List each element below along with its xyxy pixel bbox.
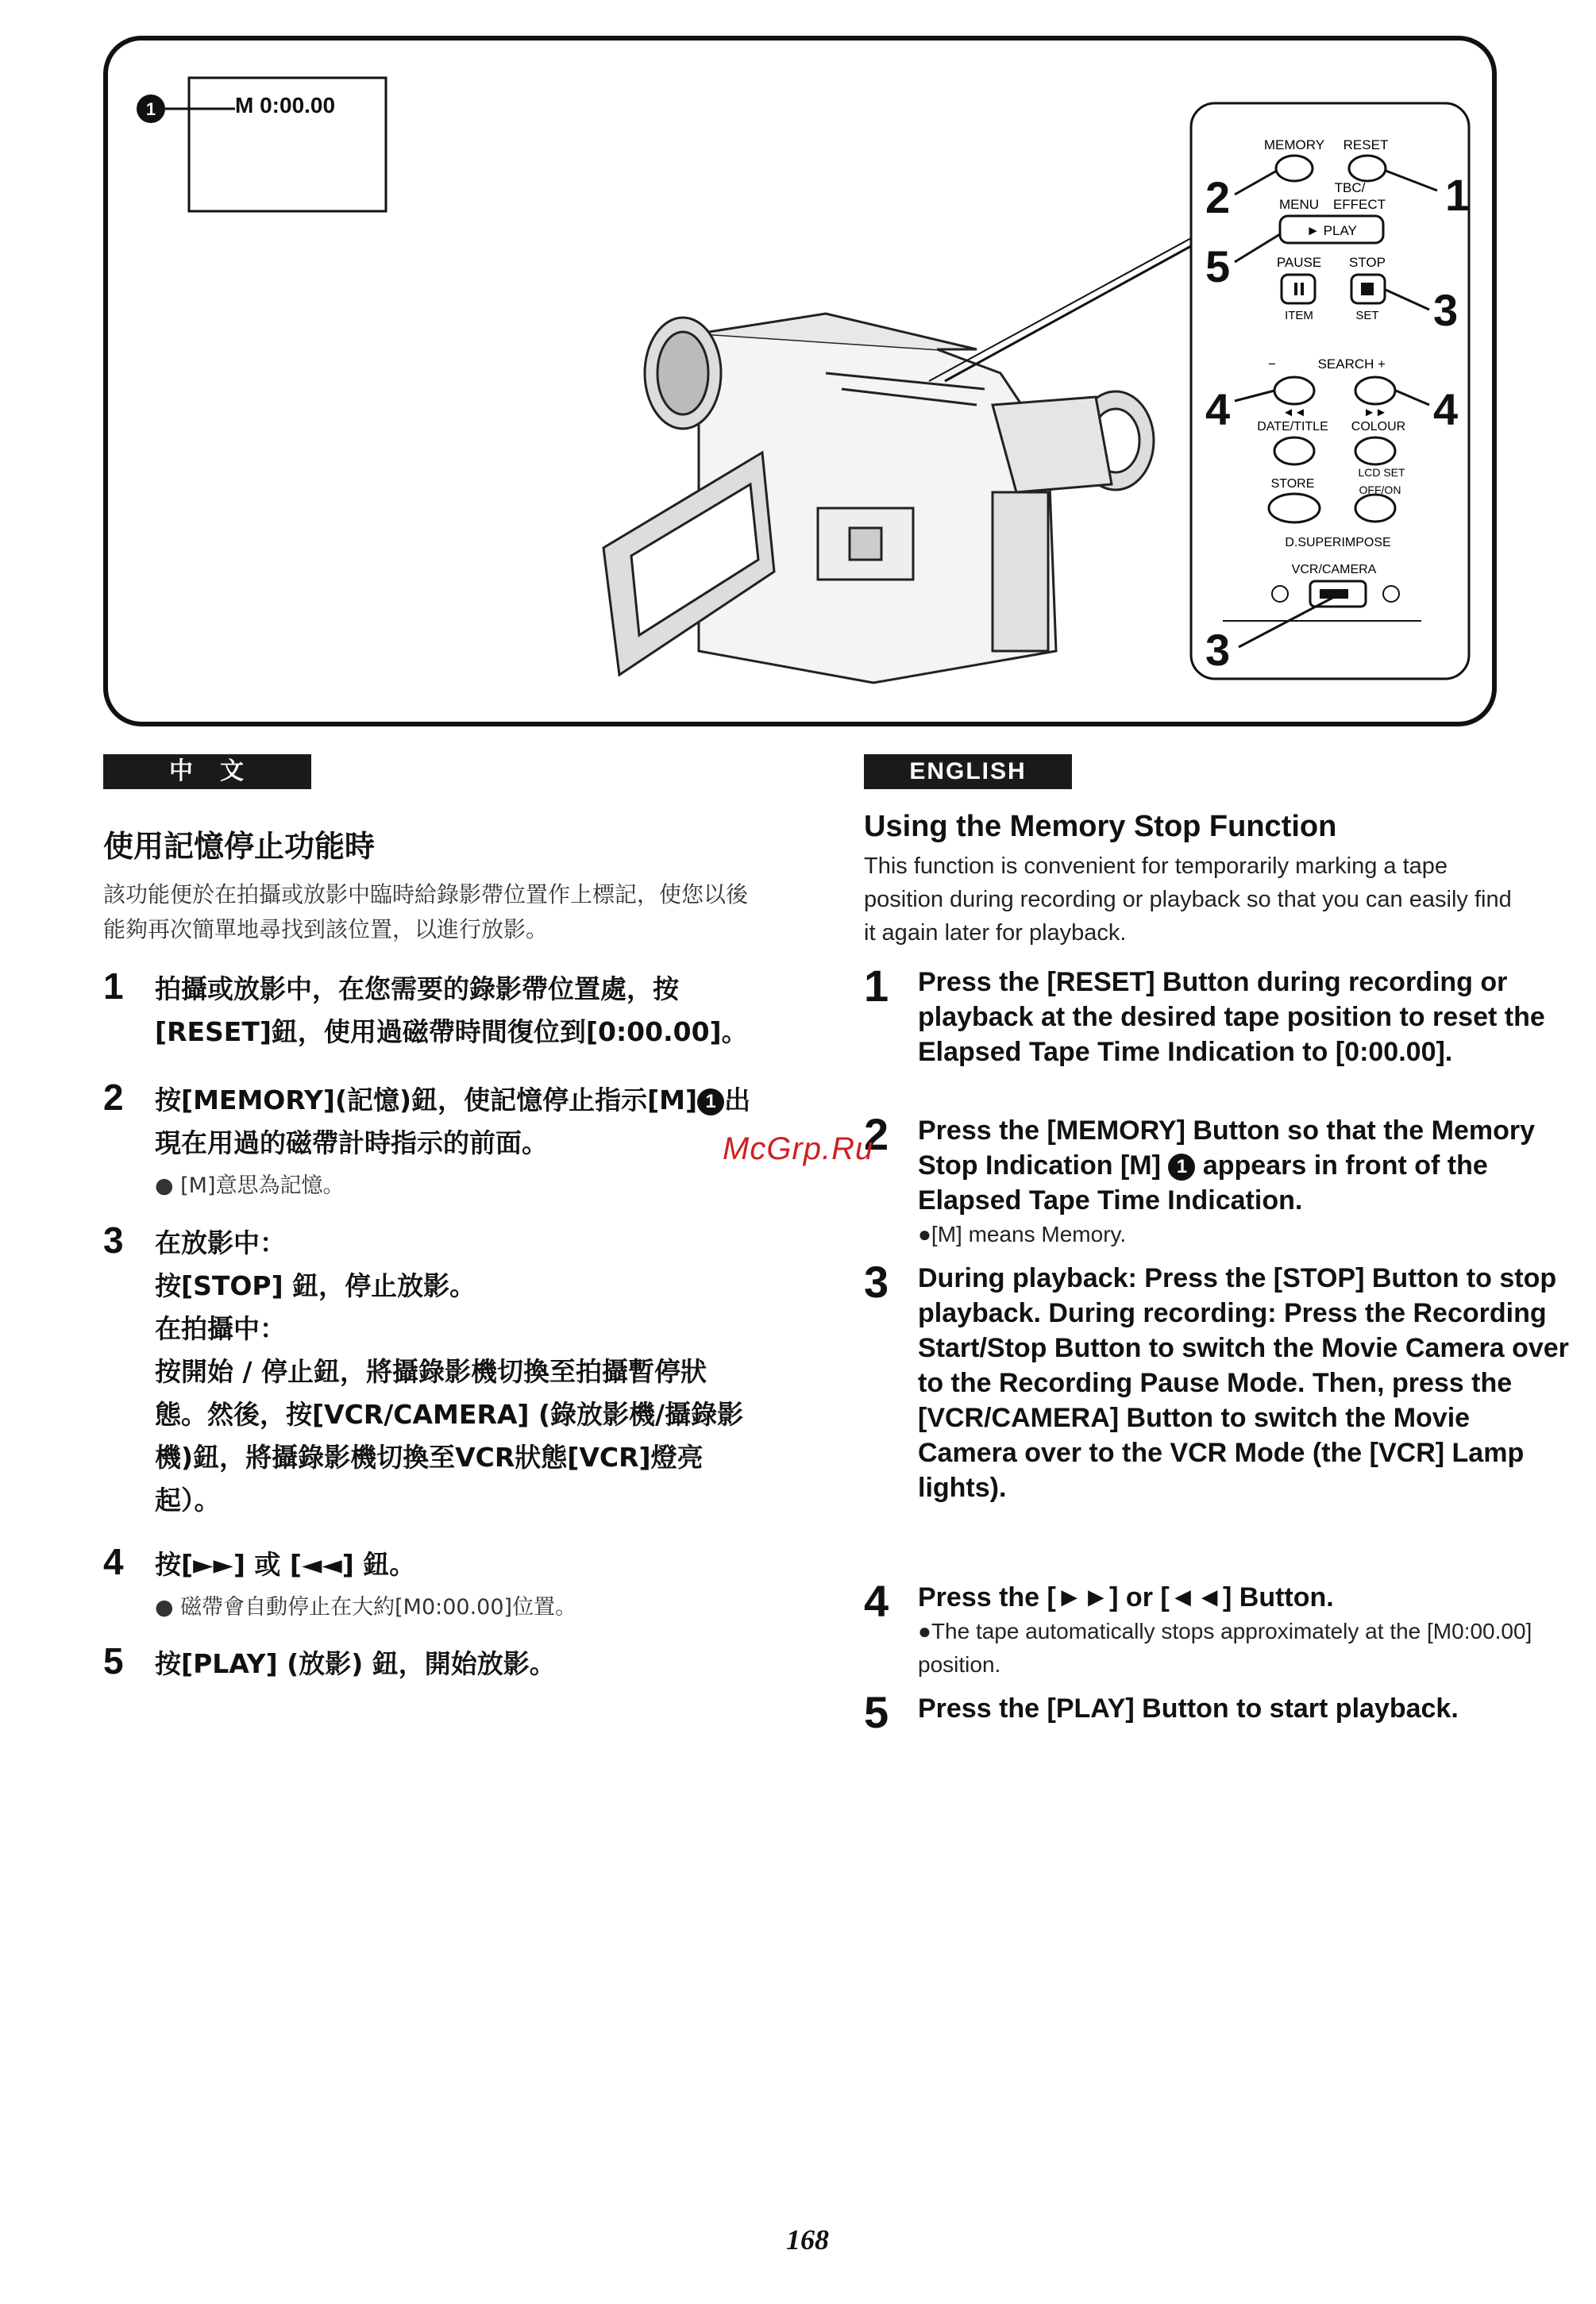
step-text: 拍攝或放影中，在您需要的錄影帶位置處，按[RESET]鈕，使用過磁帶時間復位到[0:00.00]。 — [155, 973, 748, 1047]
pause-label: PAUSE — [1276, 255, 1322, 270]
step-text-a: 按[MEMORY](記憶)鈕，使記憶停止指示[M] — [155, 1085, 698, 1115]
step-text: Press the [RESET] Button during recording or playback at the desired tape position to reset the Elapsed Tape Time Indication to [0:00.00]. — [918, 967, 1545, 1067]
step-text — [918, 1580, 1569, 1682]
watermark: McGrp.Ru — [723, 1131, 874, 1166]
d-superimpose-label: D.SUPERIMPOSE — [1285, 536, 1391, 549]
callout-fast-forward: 4 — [1433, 384, 1459, 434]
step-line: Press the [►►] or [◄◄] Button. — [918, 1582, 1334, 1612]
date-title-label: DATE/TITLE — [1257, 420, 1328, 433]
step-line: 按[►►] 或 [◄◄] 鈕。 — [155, 1549, 416, 1580]
step-number: 4 — [103, 1541, 124, 1582]
step-line: 在放影中： — [155, 1227, 286, 1258]
display-readout: M 0:00.00 — [235, 93, 336, 118]
step-line: 按[STOP] 鈕，停止放影。 — [155, 1270, 476, 1301]
fast-forward-symbol: ►► — [1363, 406, 1387, 419]
step-text: 按[PLAY] (放影) 鈕，開始放影。 — [155, 1648, 556, 1679]
step-line: 在拍攝中： — [155, 1313, 286, 1344]
chinese-tab: 中 文 — [103, 754, 311, 789]
stop-label: STOP — [1349, 255, 1386, 270]
step-text: During playback: Press the [STOP] Button to stop playback. During recording: Press the Recording Start/Stop Button to switch the Movie Camera over to the Recording Pause Mode. Then, press the [VCR/CAMERA] Button to switch the Movie Camera over to the VCR Mode (the [VCR] Lamp lights). — [918, 1263, 1569, 1503]
step-text-a: Press the [MEMORY] Button so that the Memory Stop Indication [M] — [918, 1115, 1536, 1181]
camcorder-body — [603, 314, 1154, 683]
callout-rewind: 4 — [1205, 384, 1231, 434]
step-number: 2 — [103, 1077, 124, 1118]
store-label: STORE — [1270, 477, 1315, 491]
step-line: 按開始 / 停止鈕，將攝錄影機切換至拍攝暫停狀態。然後，按[VCR/CAMERA] (錄放影機/攝錄影機)鈕，將攝錄影機切換至VCR狀態[VCR]燈亮起）。 — [155, 1356, 744, 1516]
step-text — [918, 1113, 1569, 1251]
step-number: 5 — [103, 1640, 124, 1682]
search-plus-label: + — [1378, 356, 1386, 372]
step-text — [155, 1543, 758, 1629]
memory-label: MEMORY — [1263, 137, 1325, 152]
vcr-camera-label: VCR/CAMERA — [1291, 563, 1377, 576]
callout-memory: 2 — [1205, 172, 1231, 222]
step-number: 1 — [864, 961, 889, 1011]
step-text: Press the [PLAY] Button to start playback. — [918, 1693, 1459, 1724]
callout-stop: 3 — [1433, 285, 1459, 335]
step-text-b: 出現在用過的磁帶計時指示的前面。 — [155, 1085, 751, 1158]
chinese-intro: 該功能便於在拍攝或放影中臨時給錄影帶位置作上標記，使您以後能夠再次簡單地尋找到該位置，以進行放影。 — [103, 881, 749, 942]
english-title: Using the Memory Stop Function — [864, 810, 1337, 843]
reset-label: RESET — [1343, 137, 1389, 152]
callout-reset: 1 — [1445, 170, 1471, 220]
step-text — [155, 1222, 758, 1522]
step-number: 4 — [864, 1576, 889, 1626]
step-number: 3 — [103, 1219, 124, 1261]
colour-label: COLOUR — [1351, 420, 1406, 433]
chinese-title: 使用記憶停止功能時 — [103, 829, 376, 864]
search-label: SEARCH — [1317, 356, 1374, 372]
step-number: 5 — [864, 1687, 889, 1737]
camcorder-illustration — [0, 0, 1596, 746]
english-intro: This function is convenient for temporarily marking a tape position during recording or playback so that you can easily find it again later for playback. — [864, 853, 1512, 946]
lcd-set-label: LCD SET — [1358, 466, 1405, 479]
off-on-label: OFF/ON — [1359, 484, 1401, 496]
callout-1-number: 1 — [145, 99, 156, 119]
step-text-b: appears in front of the Elapsed Tape Time Indication. — [918, 1150, 1488, 1216]
rewind-symbol: ◄◄ — [1282, 406, 1306, 419]
step-number: 1 — [103, 965, 124, 1007]
effect-label: EFFECT — [1332, 197, 1386, 212]
step-note: ● 磁帶會自動停止在大約[M0:00.00]位置。 — [155, 1595, 577, 1620]
callout-play: 5 — [1205, 241, 1231, 291]
callout-ref-icon: 1 — [1168, 1154, 1195, 1181]
step-note: ● [M]意思為記憶。 — [155, 1173, 345, 1198]
step-number: 2 — [864, 1109, 889, 1159]
step-text — [155, 1079, 758, 1208]
callout-ref-icon: 1 — [697, 1088, 724, 1115]
english-tab: ENGLISH — [864, 754, 1072, 789]
set-label: SET — [1355, 309, 1379, 322]
tbc-label: TBC/ — [1334, 180, 1366, 195]
step-number: 3 — [864, 1257, 889, 1307]
play-label: ► PLAY — [1306, 223, 1357, 238]
search-minus-label: − — [1268, 356, 1276, 372]
step-note: ●[M] means Memory. — [918, 1222, 1127, 1246]
menu-label: MENU — [1278, 197, 1320, 212]
step-note: ●The tape automatically stops approximately at the [M0:00.00] position. — [918, 1619, 1532, 1677]
callout-vcr-camera: 3 — [1205, 625, 1231, 675]
item-label: ITEM — [1285, 309, 1313, 322]
page-number: 168 — [786, 2224, 829, 2256]
